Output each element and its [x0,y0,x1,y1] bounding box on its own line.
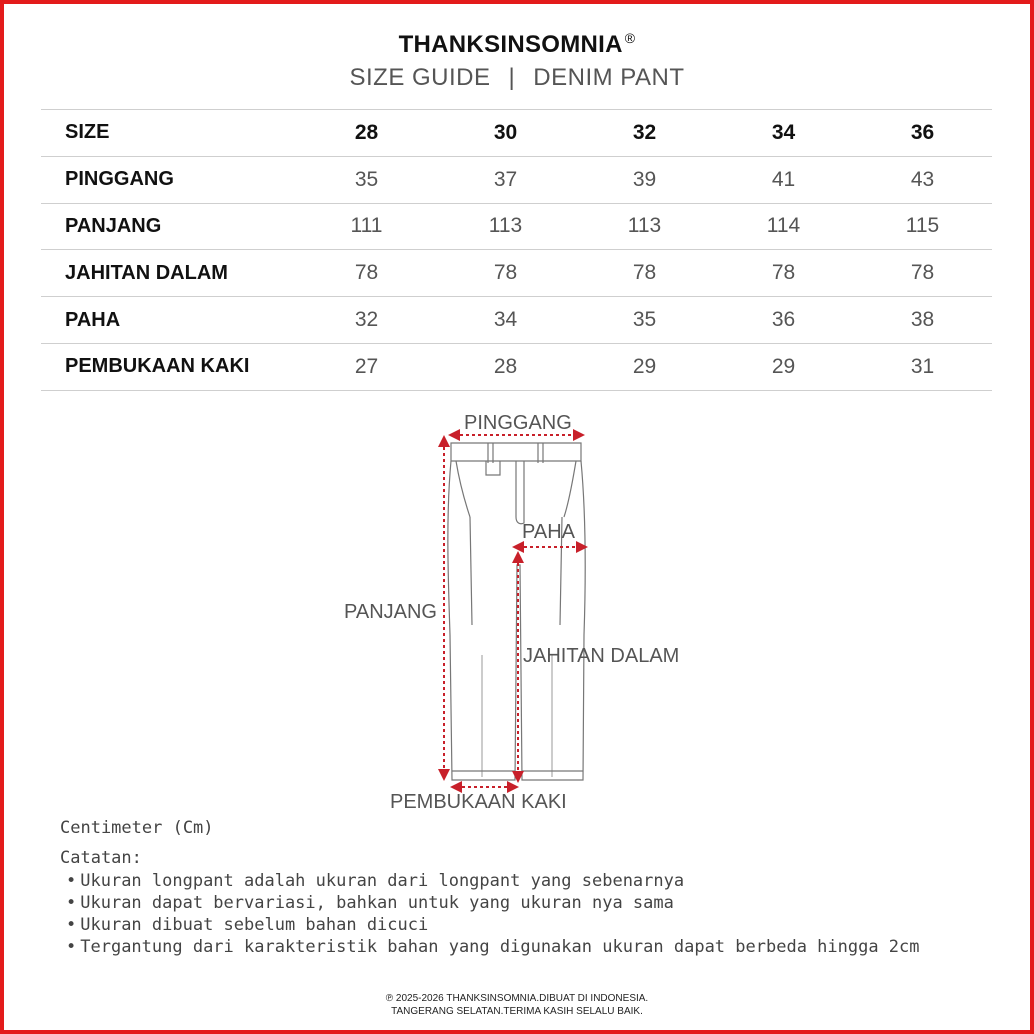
footer-line-2: TANGERANG SELATAN.TERIMA KASIH SELALU BAIK. [391,1006,643,1017]
measurement-cell: 31 [910,354,935,378]
row-label: JAHITAN DALAM [65,261,228,284]
measurement-cell: 115 [905,214,940,238]
measurement-cell: 35 [632,308,657,332]
row-label: PEMBUKAAN KAKI [65,355,250,378]
table-row [41,343,992,390]
note-text: Ukuran dapat bervariasi, bahkan untuk yang ukuran nya sama [80,893,674,913]
measurement-cell: 113 [627,214,662,238]
subtitle-separator: | [508,64,516,91]
measurement-cell: 34 [493,308,518,332]
subtitle-product: DENIM PANT [533,64,685,91]
measurement-cell: 78 [354,261,379,285]
bullet-icon: • [66,915,77,935]
bullet-icon: • [66,893,77,913]
waist-label: PINGGANG [464,412,572,434]
note-item [66,870,920,892]
measurement-cell: 38 [910,308,935,332]
row-label: SIZE [65,121,110,144]
table-header-row [41,110,992,157]
row-label: PINGGANG [65,168,174,191]
pants-diagram [330,405,710,825]
brand-name: THANKSINSOMNIA [398,31,623,58]
length-label: PANJANG [344,601,437,623]
measurement-cell: 114 [766,214,801,238]
measurement-cell: 39 [632,167,657,191]
registered-mark: ® [624,30,636,46]
table-row [41,250,992,297]
measurement-cell: 28 [493,354,518,378]
note-text: Ukuran dibuat sebelum bahan dicuci [80,915,429,935]
inseam-label: JAHITAN DALAM [523,645,680,667]
measurement-cell: 43 [910,167,935,191]
page-subtitle [0,64,1034,92]
measurement-cell: 35 [354,167,379,191]
note-text: Tergantung dari karakteristik bahan yang digunakan ukuran dapat berbeda hingga 2cm [80,937,920,957]
measurement-cell: 111 [350,214,383,238]
note-item [66,914,920,936]
measurement-cell: 78 [632,261,657,285]
table-row [41,297,992,344]
size-header-cell: 30 [493,120,518,144]
thigh-label: PAHA [522,521,575,543]
bullet-icon: • [66,871,77,891]
footer-line-1: ℗ 2025-2026 THANKSINSOMNIA.DIBUAT DI INDONESIA. [385,993,649,1004]
leg-opening-label: PEMBUKAAN KAKI [390,791,567,813]
size-header-cell: 36 [910,120,935,144]
subtitle-size-guide: SIZE GUIDE [349,64,491,91]
measurement-cell: 29 [632,354,657,378]
measurement-cell: 113 [488,214,523,238]
pants-outline [448,443,585,780]
size-header-cell: 32 [632,120,657,144]
size-header-cell: 28 [354,120,379,144]
row-label: PAHA [65,308,121,331]
unit-note: Centimeter (Cm) [60,818,214,838]
size-table [41,109,992,391]
measurement-cell: 36 [771,308,796,332]
measurement-cell: 29 [771,354,796,378]
note-text: Ukuran longpant adalah ukuran dari longpant yang sebenarnya [80,871,685,891]
measurement-cell: 78 [493,261,518,285]
brand-title [0,30,1034,59]
measurement-cell: 78 [910,261,935,285]
bullet-icon: • [66,937,77,957]
size-header-cell: 34 [771,120,796,144]
measure-arrows [444,435,582,787]
note-item [66,892,920,914]
measurement-cell: 41 [771,167,796,191]
table-row [41,156,992,203]
row-label: PANJANG [65,214,162,237]
table-row [41,203,992,250]
measurement-cell: 32 [354,308,379,332]
measurement-cell: 27 [354,354,379,378]
note-item [66,936,920,958]
measurement-cell: 78 [771,261,796,285]
notes-title: Catatan: [60,848,142,868]
measurement-cell: 37 [493,167,518,191]
notes-list [66,870,920,958]
